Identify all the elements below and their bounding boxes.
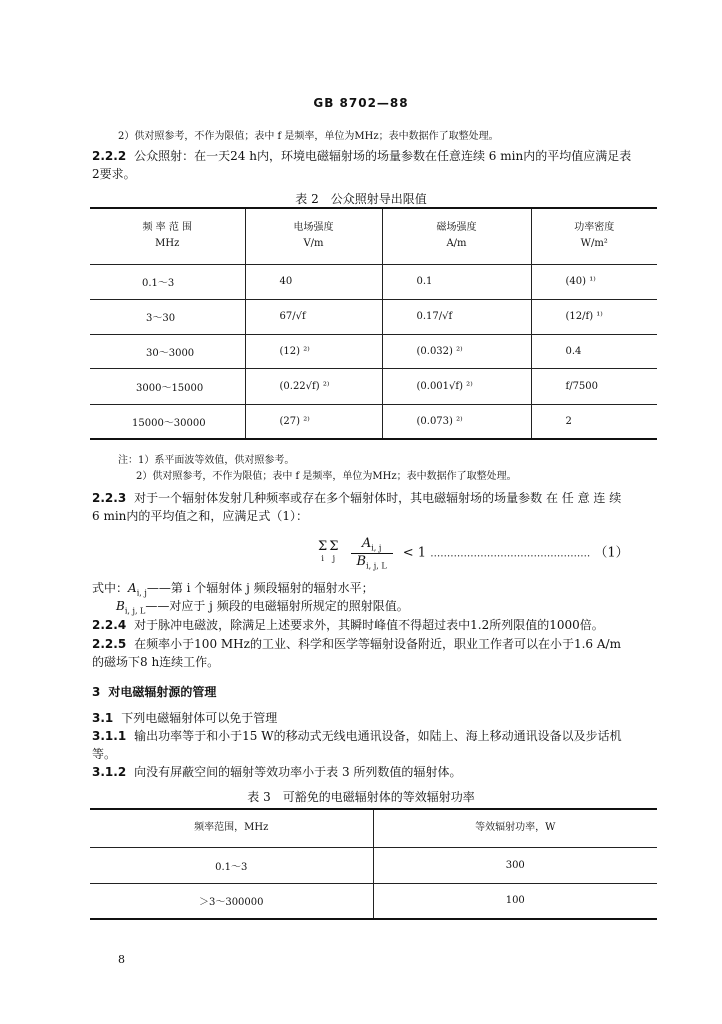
table2-header-row (90, 208, 657, 264)
table-cell: (0.032) ²⁾ (382, 334, 531, 368)
table-cell: (0.073) ²⁾ (382, 404, 531, 439)
clause-3-1-2 (92, 764, 461, 780)
clause-2-2-2-cont: 2要求。 (92, 167, 136, 181)
page-header: GB 8702—88 (313, 96, 409, 110)
table-cell: f/7500 (531, 368, 657, 404)
table3 (90, 808, 657, 920)
table-cell: 300 (373, 847, 657, 883)
clause-text: 向没有屏蔽空间的辐射等效功率小于表 3 所列数值的辐射体。 (134, 765, 462, 779)
table-cell: 40 (245, 264, 382, 299)
page-number: 8 (118, 953, 125, 966)
sum-symbol: Σ j (329, 539, 339, 564)
table-cell: (27) ²⁾ (245, 404, 382, 439)
table-cell: 15000～30000 (90, 404, 245, 439)
table-cell: 67/√f (245, 299, 382, 334)
table-cell: 0.1～3 (90, 264, 245, 299)
clause-number: 3.1.2 (92, 765, 127, 779)
clause-2-2-5 (92, 636, 621, 652)
clause-text: 公众照射：在一天24 h内，环境电磁辐射场的场量参数在任意连续 6 min内的平均值应满足表 (134, 149, 632, 163)
table-cell: (12/f) ¹⁾ (531, 299, 657, 334)
table-cell: ＞3～300000 (90, 883, 373, 919)
clause-number: 3.1 (92, 711, 114, 725)
header-cell: 电场强度 V/m (245, 208, 382, 264)
table-cell: 3～30 (90, 299, 245, 334)
table-row (90, 334, 657, 368)
table2-note-2: 2）供对照参考，不作为限值；表中 f 是频率，单位为MHz；表中数据作了取整处理。 (136, 471, 517, 482)
where-line-1: 式中：$A_{i, j}——$第 i 个辐射体 j 频段辐射的辐射水平； (92, 581, 374, 598)
formula-rhs: < 1 (402, 545, 427, 561)
table-cell: 30～3000 (90, 334, 245, 368)
table2-caption: 表 2 公众照射导出限值 (295, 192, 427, 206)
header-cell: 频 率 范 围 MHz (142, 222, 193, 250)
table-cell: 100 (373, 883, 657, 919)
table-row (90, 404, 657, 439)
table-cell: 0.17/√f (382, 299, 531, 334)
section-3-title: 3 对电磁辐射源的管理 (92, 685, 217, 699)
table-row (90, 264, 657, 299)
header-cell: 功率密度 W/m² (531, 208, 657, 264)
header-cell: 磁场强度 A/m (382, 208, 531, 264)
clause-2-2-5-cont: 的磁场下8 h连续工作。 (92, 655, 220, 669)
table-cell: (12) ²⁾ (245, 334, 382, 368)
table3-caption: 表 3 可豁免的电磁辐射体的等效辐射功率 (247, 790, 475, 804)
table2-note-1: 注：1）系平面波等效值，供对照参考。 (118, 455, 295, 466)
clause-number: 2.2.5 (92, 637, 127, 651)
clause-number: 2.2.3 (92, 491, 127, 505)
clause-number: 3.1.1 (92, 729, 127, 743)
table-cell: (0.22√f) ²⁾ (245, 368, 382, 404)
clause-text: 下列电磁辐射体可以免于管理 (121, 711, 278, 725)
clause-3-1 (92, 710, 277, 726)
table3-header-row (90, 809, 657, 847)
table-row (90, 368, 657, 404)
table-cell: 2 (531, 404, 657, 439)
clause-text: 输出功率等于和小于15 W的移动式无线电通讯设备，如陆上、海上移动通讯设备以及步话机 (134, 729, 622, 743)
header-cell: 频率范围，MHz (194, 822, 269, 834)
clause-number: 2.2.4 (92, 618, 127, 632)
clause-text: 在频率小于100 MHz的工业、科学和医学等辐射设备附近，职业工作者可以在小于1.6 A/m (134, 637, 621, 651)
table-cell: 0.1 (382, 264, 531, 299)
clause-2-2-2 (92, 148, 631, 164)
table-cell: (0.001√f) ²⁾ (382, 368, 531, 404)
formula-tag: （1） (594, 545, 629, 561)
clause-3-1-1 (92, 728, 622, 744)
clause-text: 对于一个辐射体发射几种频率或存在多个辐射体时，其电磁辐射场的场量参数 在 任 意 连 续 (134, 491, 622, 505)
clause-2-2-4 (92, 617, 604, 633)
clause-text: 对于脉冲电磁波，除满足上述要求外，其瞬时峰值不得超过表中1.2所列限值的1000倍。 (134, 618, 604, 632)
clause-3-1-1-cont: 等。 (92, 747, 117, 761)
table-row (90, 299, 657, 334)
table2 (90, 207, 657, 440)
formula-1 (318, 536, 629, 570)
table-cell: 0.4 (531, 334, 657, 368)
where-line-2: $B_{i, j, L}——$对应于 j 频段的电磁辐射所规定的照射限值。 (116, 599, 409, 616)
table-cell: 3000～15000 (90, 368, 245, 404)
clause-2-2-3 (92, 490, 621, 506)
footnote-top: 2）供对照参考，不作为限值；表中 f 是频率，单位为MHz；表中数据作了取整处理。 (118, 131, 499, 142)
header-cell: 等效辐射功率，W (373, 809, 657, 847)
table-row (90, 883, 657, 919)
table-cell: 0.1～3 (90, 847, 373, 883)
clause-2-2-3-cont: 6 min内的平均值之和，应满足式（1）： (92, 509, 309, 523)
clause-number: 2.2.2 (92, 149, 127, 163)
table-row (90, 847, 657, 883)
table-cell: (40) ¹⁾ (531, 264, 657, 299)
sum-symbol: Σ i (318, 539, 328, 564)
fraction: $\frac{A_{i, j}}{B_{i, j, L}}$ (351, 536, 393, 570)
leader-dots: ………………………………………… (430, 548, 591, 560)
